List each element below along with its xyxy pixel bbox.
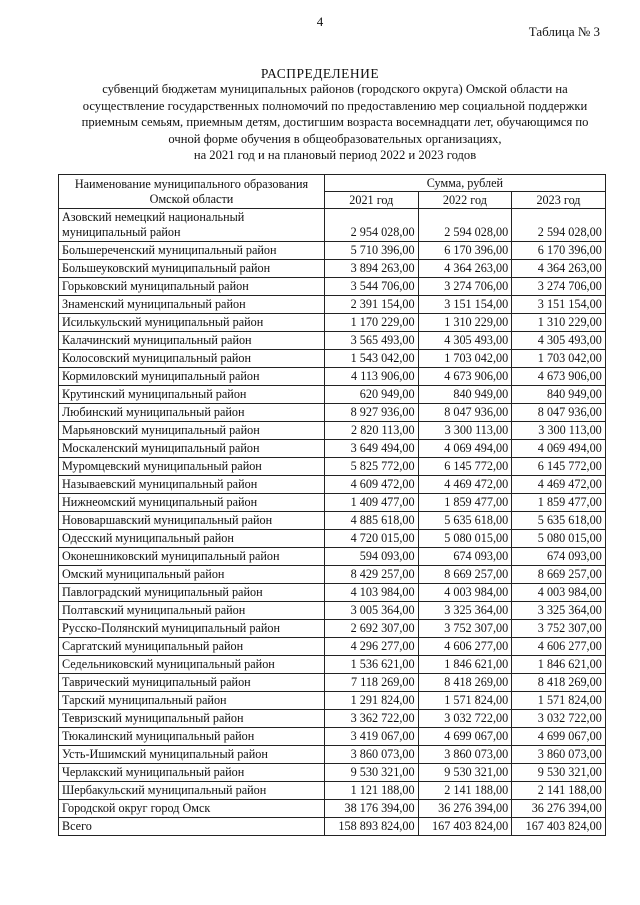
district-name-cell: Русско-Полянский муниципальный район <box>59 620 325 638</box>
amount-2021-cell: 4 885 618,00 <box>325 512 419 530</box>
amount-2021-cell: 3 005 364,00 <box>325 602 419 620</box>
district-name-cell: Саргатский муниципальный район <box>59 638 325 656</box>
amount-2022-cell: 4 673 906,00 <box>418 368 512 386</box>
table-row <box>59 242 606 260</box>
amount-2021-cell: 5 710 396,00 <box>325 242 419 260</box>
document-subtitle <box>70 81 600 164</box>
amount-2023-cell: 4 364 263,00 <box>512 260 606 278</box>
district-name-cell: Калачинский муниципальный район <box>59 332 325 350</box>
amount-2022-cell: 3 860 073,00 <box>418 746 512 764</box>
amount-2023-cell: 8 418 269,00 <box>512 674 606 692</box>
district-name-cell: Москаленский муниципальный район <box>59 440 325 458</box>
amount-2023-cell: 6 145 772,00 <box>512 458 606 476</box>
table-row <box>59 314 606 332</box>
table-row <box>59 710 606 728</box>
district-name-cell: Крутинский муниципальный район <box>59 386 325 404</box>
subtitle-line: на 2021 год и на плановый период 2022 и 2023 годов <box>193 148 477 162</box>
amount-2021-cell: 4 609 472,00 <box>325 476 419 494</box>
district-name-cell: Исилькульский муниципальный район <box>59 314 325 332</box>
district-name-cell: Горьковский муниципальный район <box>59 278 325 296</box>
district-name-cell: Марьяновский муниципальный район <box>59 422 325 440</box>
table-row <box>59 404 606 422</box>
year-header-2021: 2021 год <box>325 192 419 209</box>
amount-2021-cell: 3 649 494,00 <box>325 440 419 458</box>
table-row <box>59 638 606 656</box>
total-row <box>59 818 606 836</box>
district-name-cell: Знаменский муниципальный район <box>59 296 325 314</box>
district-name-cell: Кормиловский муниципальный район <box>59 368 325 386</box>
amount-2021-cell: 1 536 621,00 <box>325 656 419 674</box>
amount-2022-cell: 6 170 396,00 <box>418 242 512 260</box>
amount-2021-cell: 1 170 229,00 <box>325 314 419 332</box>
amount-2021-cell: 3 860 073,00 <box>325 746 419 764</box>
district-name-cell: Называевский муниципальный район <box>59 476 325 494</box>
district-name-cell: Черлакский муниципальный район <box>59 764 325 782</box>
amount-2022-cell: 1 859 477,00 <box>418 494 512 512</box>
amount-2023-cell: 167 403 824,00 <box>512 818 606 836</box>
amount-2023-cell: 1 846 621,00 <box>512 656 606 674</box>
district-name-cell: Любинский муниципальный район <box>59 404 325 422</box>
amount-2021-cell: 8 927 936,00 <box>325 404 419 422</box>
district-name-cell: Одесский муниципальный район <box>59 530 325 548</box>
amount-2022-cell: 8 418 269,00 <box>418 674 512 692</box>
amount-2021-cell: 594 093,00 <box>325 548 419 566</box>
amount-2021-cell: 2 820 113,00 <box>325 422 419 440</box>
amount-2023-cell: 4 699 067,00 <box>512 728 606 746</box>
amount-2022-cell: 4 469 472,00 <box>418 476 512 494</box>
table-row <box>59 422 606 440</box>
table-row <box>59 620 606 638</box>
table-row <box>59 458 606 476</box>
table-row <box>59 278 606 296</box>
amount-2023-cell: 4 673 906,00 <box>512 368 606 386</box>
amount-2023-cell: 2 594 028,00 <box>512 209 606 242</box>
district-name-cell: Нижнеомский муниципальный район <box>59 494 325 512</box>
amount-2022-cell: 1 703 042,00 <box>418 350 512 368</box>
amount-2021-cell: 8 429 257,00 <box>325 566 419 584</box>
amount-2021-cell: 620 949,00 <box>325 386 419 404</box>
amount-2021-cell: 9 530 321,00 <box>325 764 419 782</box>
table-row <box>59 548 606 566</box>
amount-2021-cell: 5 825 772,00 <box>325 458 419 476</box>
table-row <box>59 602 606 620</box>
amount-2022-cell: 674 093,00 <box>418 548 512 566</box>
amount-2021-cell: 7 118 269,00 <box>325 674 419 692</box>
amount-2023-cell: 3 325 364,00 <box>512 602 606 620</box>
amount-2022-cell: 5 635 618,00 <box>418 512 512 530</box>
amount-2023-cell: 2 141 188,00 <box>512 782 606 800</box>
amount-2022-cell: 6 145 772,00 <box>418 458 512 476</box>
amount-2022-cell: 8 047 936,00 <box>418 404 512 422</box>
district-name-cell: Оконешниковский муниципальный район <box>59 548 325 566</box>
table-row <box>59 440 606 458</box>
amount-2021-cell: 2 692 307,00 <box>325 620 419 638</box>
amount-2022-cell: 5 080 015,00 <box>418 530 512 548</box>
amount-2022-cell: 2 594 028,00 <box>418 209 512 242</box>
amount-2022-cell: 1 310 229,00 <box>418 314 512 332</box>
amount-2022-cell: 4 305 493,00 <box>418 332 512 350</box>
sum-column-header: Сумма, рублей <box>325 175 606 192</box>
district-name-cell: Городской округ город Омск <box>59 800 325 818</box>
table-row <box>59 386 606 404</box>
year-header-2022: 2022 год <box>418 192 512 209</box>
subtitle-line: субвенций бюджетам муниципальных районов (городского округа) Омской области на <box>102 82 568 96</box>
amount-2023-cell: 6 170 396,00 <box>512 242 606 260</box>
amount-2022-cell: 3 032 722,00 <box>418 710 512 728</box>
amount-2021-cell: 1 291 824,00 <box>325 692 419 710</box>
amount-2022-cell: 1 571 824,00 <box>418 692 512 710</box>
amount-2022-cell: 2 141 188,00 <box>418 782 512 800</box>
amount-2023-cell: 8 047 936,00 <box>512 404 606 422</box>
table-row <box>59 800 606 818</box>
amount-2021-cell: 1 409 477,00 <box>325 494 419 512</box>
amount-2021-cell: 3 565 493,00 <box>325 332 419 350</box>
amount-2023-cell: 4 305 493,00 <box>512 332 606 350</box>
amount-2022-cell: 8 669 257,00 <box>418 566 512 584</box>
table-row <box>59 746 606 764</box>
amount-2021-cell: 1 121 188,00 <box>325 782 419 800</box>
amount-2023-cell: 36 276 394,00 <box>512 800 606 818</box>
amount-2023-cell: 840 949,00 <box>512 386 606 404</box>
amount-2023-cell: 3 032 722,00 <box>512 710 606 728</box>
amount-2023-cell: 1 859 477,00 <box>512 494 606 512</box>
subtitle-line: осуществление государственных полномочий по предоставлению мер социальной поддержки <box>82 98 588 113</box>
amount-2023-cell: 1 703 042,00 <box>512 350 606 368</box>
amount-2023-cell: 674 093,00 <box>512 548 606 566</box>
district-name-cell: Омский муниципальный район <box>59 566 325 584</box>
table-row <box>59 764 606 782</box>
amount-2023-cell: 9 530 321,00 <box>512 764 606 782</box>
subtitle-line: очной форме обучения в общеобразовательных организациях, <box>168 131 502 146</box>
district-name-cell: Азовский немецкий национальный муниципальный район <box>59 209 325 242</box>
amount-2022-cell: 36 276 394,00 <box>418 800 512 818</box>
district-name-cell: Муромцевский муниципальный район <box>59 458 325 476</box>
amount-2021-cell: 3 362 722,00 <box>325 710 419 728</box>
district-name-cell: Большеуковский муниципальный район <box>59 260 325 278</box>
amount-2023-cell: 3 752 307,00 <box>512 620 606 638</box>
table-row <box>59 368 606 386</box>
table-label: Таблица № 3 <box>528 24 600 39</box>
amount-2022-cell: 4 003 984,00 <box>418 584 512 602</box>
amount-2022-cell: 3 274 706,00 <box>418 278 512 296</box>
amount-2021-cell: 1 543 042,00 <box>325 350 419 368</box>
table-row <box>59 566 606 584</box>
table-row <box>59 584 606 602</box>
amount-2023-cell: 3 860 073,00 <box>512 746 606 764</box>
document-heading: РАСПРЕДЕЛЕНИЕ <box>260 66 380 81</box>
table-row <box>59 530 606 548</box>
table-row <box>59 332 606 350</box>
amount-2022-cell: 3 752 307,00 <box>418 620 512 638</box>
amount-2021-cell: 4 296 277,00 <box>325 638 419 656</box>
amount-2021-cell: 4 113 906,00 <box>325 368 419 386</box>
table-row <box>59 656 606 674</box>
amount-2023-cell: 3 300 113,00 <box>512 422 606 440</box>
table-row <box>59 494 606 512</box>
district-name-cell: Таврический муниципальный район <box>59 674 325 692</box>
amount-2022-cell: 4 699 067,00 <box>418 728 512 746</box>
amount-2023-cell: 4 069 494,00 <box>512 440 606 458</box>
table-row <box>59 692 606 710</box>
name-column-header: Наименование муниципального образования Омской области <box>59 175 325 209</box>
amount-2022-cell: 4 606 277,00 <box>418 638 512 656</box>
amount-2023-cell: 1 571 824,00 <box>512 692 606 710</box>
amount-2023-cell: 3 151 154,00 <box>512 296 606 314</box>
district-name-cell: Усть-Ишимский муниципальный район <box>59 746 325 764</box>
table-row <box>59 674 606 692</box>
table-row <box>59 350 606 368</box>
table-row <box>59 209 606 242</box>
amount-2022-cell: 1 846 621,00 <box>418 656 512 674</box>
district-name-cell: Тюкалинский муниципальный район <box>59 728 325 746</box>
page-number: 4 <box>316 14 324 29</box>
amount-2022-cell: 840 949,00 <box>418 386 512 404</box>
amount-2021-cell: 4 720 015,00 <box>325 530 419 548</box>
amount-2023-cell: 1 310 229,00 <box>512 314 606 332</box>
district-name-cell: Шербакульский муниципальный район <box>59 782 325 800</box>
amount-2022-cell: 3 300 113,00 <box>418 422 512 440</box>
subtitle-line: приемным семьям, приемным детям, достигшим возраста восемнадцати лет, обучающимся по <box>81 115 589 129</box>
amount-2023-cell: 4 469 472,00 <box>512 476 606 494</box>
table-body <box>59 209 606 836</box>
amount-2021-cell: 4 103 984,00 <box>325 584 419 602</box>
table-row <box>59 476 606 494</box>
amount-2022-cell: 4 069 494,00 <box>418 440 512 458</box>
table-row <box>59 728 606 746</box>
amount-2023-cell: 3 274 706,00 <box>512 278 606 296</box>
amount-2022-cell: 3 325 364,00 <box>418 602 512 620</box>
amount-2021-cell: 158 893 824,00 <box>325 818 419 836</box>
table-row <box>59 782 606 800</box>
amount-2023-cell: 8 669 257,00 <box>512 566 606 584</box>
amount-2023-cell: 4 606 277,00 <box>512 638 606 656</box>
amount-2021-cell: 2 954 028,00 <box>325 209 419 242</box>
amount-2022-cell: 3 151 154,00 <box>418 296 512 314</box>
district-name-cell: Нововаршавский муниципальный район <box>59 512 325 530</box>
amount-2023-cell: 4 003 984,00 <box>512 584 606 602</box>
district-name-cell: Тевризский муниципальный район <box>59 710 325 728</box>
amount-2022-cell: 167 403 824,00 <box>418 818 512 836</box>
amount-2023-cell: 5 080 015,00 <box>512 530 606 548</box>
district-name-cell: Колосовский муниципальный район <box>59 350 325 368</box>
district-name-cell: Полтавский муниципальный район <box>59 602 325 620</box>
amount-2023-cell: 5 635 618,00 <box>512 512 606 530</box>
table-row <box>59 260 606 278</box>
district-name-cell: Всего <box>59 818 325 836</box>
year-header-2023: 2023 год <box>512 192 606 209</box>
amount-2022-cell: 9 530 321,00 <box>418 764 512 782</box>
subvention-table <box>58 174 606 836</box>
district-name-cell: Большереченский муниципальный район <box>59 242 325 260</box>
amount-2021-cell: 38 176 394,00 <box>325 800 419 818</box>
district-name-cell: Тарский муниципальный район <box>59 692 325 710</box>
district-name-cell: Седельниковский муниципальный район <box>59 656 325 674</box>
amount-2021-cell: 3 894 263,00 <box>325 260 419 278</box>
amount-2021-cell: 3 419 067,00 <box>325 728 419 746</box>
district-name-cell: Павлоградский муниципальный район <box>59 584 325 602</box>
table-row <box>59 512 606 530</box>
amount-2022-cell: 4 364 263,00 <box>418 260 512 278</box>
amount-2021-cell: 2 391 154,00 <box>325 296 419 314</box>
amount-2021-cell: 3 544 706,00 <box>325 278 419 296</box>
table-row <box>59 296 606 314</box>
